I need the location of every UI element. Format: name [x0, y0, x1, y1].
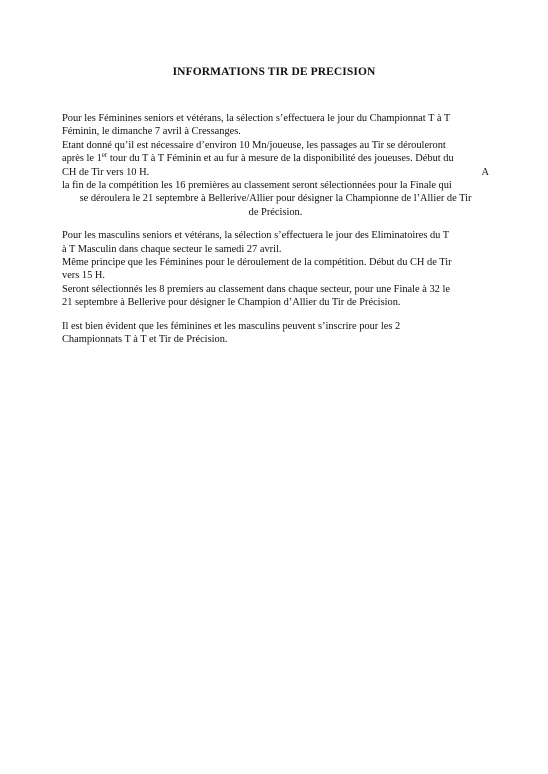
text-line: vers 15 H.: [62, 270, 105, 282]
text-line: Etant donné qu’il est nécessaire d’environ 10 Mn/joueuse, les passages au Tir se dérouleront: [62, 139, 446, 151]
text-line: de Précision.: [248, 206, 303, 218]
text-line: Pour les masculins seniors et vétérans, la sélection s’effectuera le jour des Eliminatoires du T: [62, 230, 450, 242]
superscript: er: [101, 151, 108, 160]
text-line: à T Masculin dans chaque secteur le samedi 27 avril.: [62, 243, 282, 255]
text-fragment: CH de Tir vers 10 H.: [62, 166, 150, 178]
text-line: Même principe que les Féminines pour le déroulement de la compétition. Début du CH de Tir: [62, 257, 452, 269]
text-line: 21 septembre à Bellerive pour désigner le Champion d’Allier du Tir de Précision.: [62, 297, 401, 309]
text-fragment: A: [481, 166, 489, 178]
text-line: Féminin, le dimanche 7 avril à Cressanges.: [62, 126, 241, 138]
document-title: INFORMATIONS TIR DE PRECISION: [172, 66, 376, 78]
document-body: [62, 112, 489, 357]
paragraph-masculins: [62, 229, 489, 309]
text-line: se déroulera le 21 septembre à Bellerive/Allier pour désigner la Championne de l’Allier de Tir: [79, 193, 472, 205]
text-fragment: tour du T à T Féminin et au fur à mesure de la disponibilité des joueuses. Début du: [107, 153, 454, 165]
text-fragment: après le 1: [62, 153, 102, 165]
paragraph-feminines: [62, 112, 489, 219]
text-line: Pour les Féminines seniors et vétérans, la sélection s’effectuera le jour du Championnat T à T: [62, 113, 451, 124]
text-line: Il est bien évident que les féminines et les masculins peuvent s’inscrire pour les 2: [62, 320, 401, 332]
text-line: la fin de la compétition les 16 premières au classement seront sélectionnées pour la Finale qui: [62, 180, 452, 192]
text-line: [62, 152, 489, 165]
paragraph-inscription: [62, 320, 489, 347]
text-line: [62, 166, 489, 179]
text-line: Seront sélectionnés les 8 premiers au classement dans chaque secteur, pour une Finale à 32 le: [62, 283, 450, 295]
text-line: Championnats T à T et Tir de Précision.: [62, 334, 228, 346]
